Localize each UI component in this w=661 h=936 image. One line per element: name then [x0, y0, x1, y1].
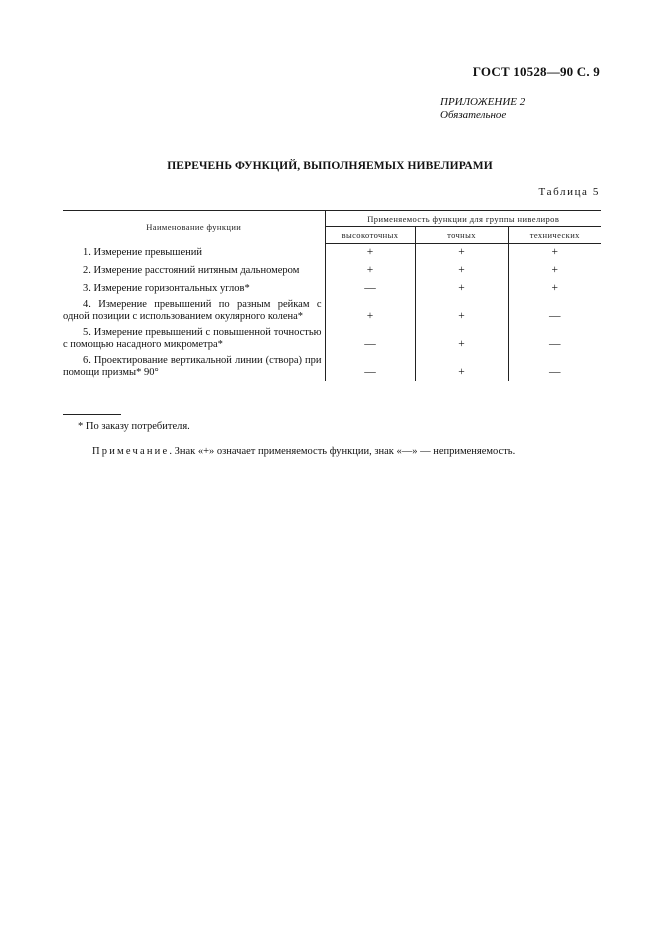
table-row: [63, 353, 601, 381]
mark-high-precision: —: [325, 279, 415, 297]
appendix-status: Обязательное: [440, 109, 507, 121]
page-title: ПЕРЕЧЕНЬ ФУНКЦИЙ, ВЫПОЛНЯЕМЫХ НИВЕЛИРАМИ: [167, 160, 493, 172]
table-row: [63, 279, 601, 297]
table-row: [63, 261, 601, 279]
function-name: 3. Измерение горизонтальных углов*: [63, 279, 325, 297]
functions-table: [63, 210, 601, 381]
table-row: [63, 325, 601, 353]
mark-technical: +: [551, 282, 558, 294]
document-code: ГОСТ 10528—90 С. 9: [472, 64, 600, 79]
table-row: [63, 297, 601, 325]
column-header-high-precision: высокоточных: [325, 227, 415, 243]
mark-precision: +: [415, 243, 508, 261]
mark-technical: —: [549, 366, 561, 378]
mark-precision: +: [415, 261, 508, 279]
note: [92, 446, 515, 457]
note-text: . Знак «+» означает применяемость функции, знак «—» — неприменяемость.: [169, 446, 516, 457]
mark-high-precision: +: [325, 261, 415, 279]
mark-high-precision: —: [325, 325, 415, 353]
mark-high-precision: +: [325, 297, 415, 325]
mark-technical: —: [549, 310, 561, 322]
appendix-label: ПРИЛОЖЕНИЕ 2: [440, 96, 526, 108]
function-name: 1. Измерение превышений: [63, 243, 325, 261]
column-header-precision: точных: [415, 227, 508, 243]
mark-precision: +: [415, 325, 508, 353]
footnote: * По заказу потребителя.: [78, 421, 190, 432]
column-header-technical: технических: [508, 227, 601, 243]
function-name: 2. Измерение расстояний нитяным дальномером: [63, 261, 325, 279]
footnote-divider: [63, 414, 121, 415]
column-header-applicability: Применяемость функции для группы нивелиров: [325, 211, 601, 227]
function-name: 5. Измерение превышений с повышенной точностью с помощью насадного микрометра*: [63, 325, 325, 353]
mark-high-precision: +: [325, 243, 415, 261]
appendix-block: [440, 96, 600, 122]
mark-precision: +: [415, 297, 508, 325]
note-label: Примечание: [92, 446, 170, 457]
table-row: [63, 243, 601, 261]
mark-high-precision: —: [325, 353, 415, 381]
table-label: Таблица 5: [538, 186, 600, 198]
mark-technical: —: [549, 338, 561, 350]
mark-technical: +: [551, 246, 558, 258]
mark-precision: +: [415, 353, 508, 381]
function-name: 6. Проектирование вертикальной линии (створа) при помощи призмы* 90°: [63, 353, 325, 381]
mark-technical: +: [551, 264, 558, 276]
function-name: 4. Измерение превышений по разным рейкам с одной позиции с использованием окулярного колена*: [63, 297, 325, 325]
mark-precision: +: [415, 279, 508, 297]
column-header-function-name: Наименование функции: [63, 211, 325, 244]
